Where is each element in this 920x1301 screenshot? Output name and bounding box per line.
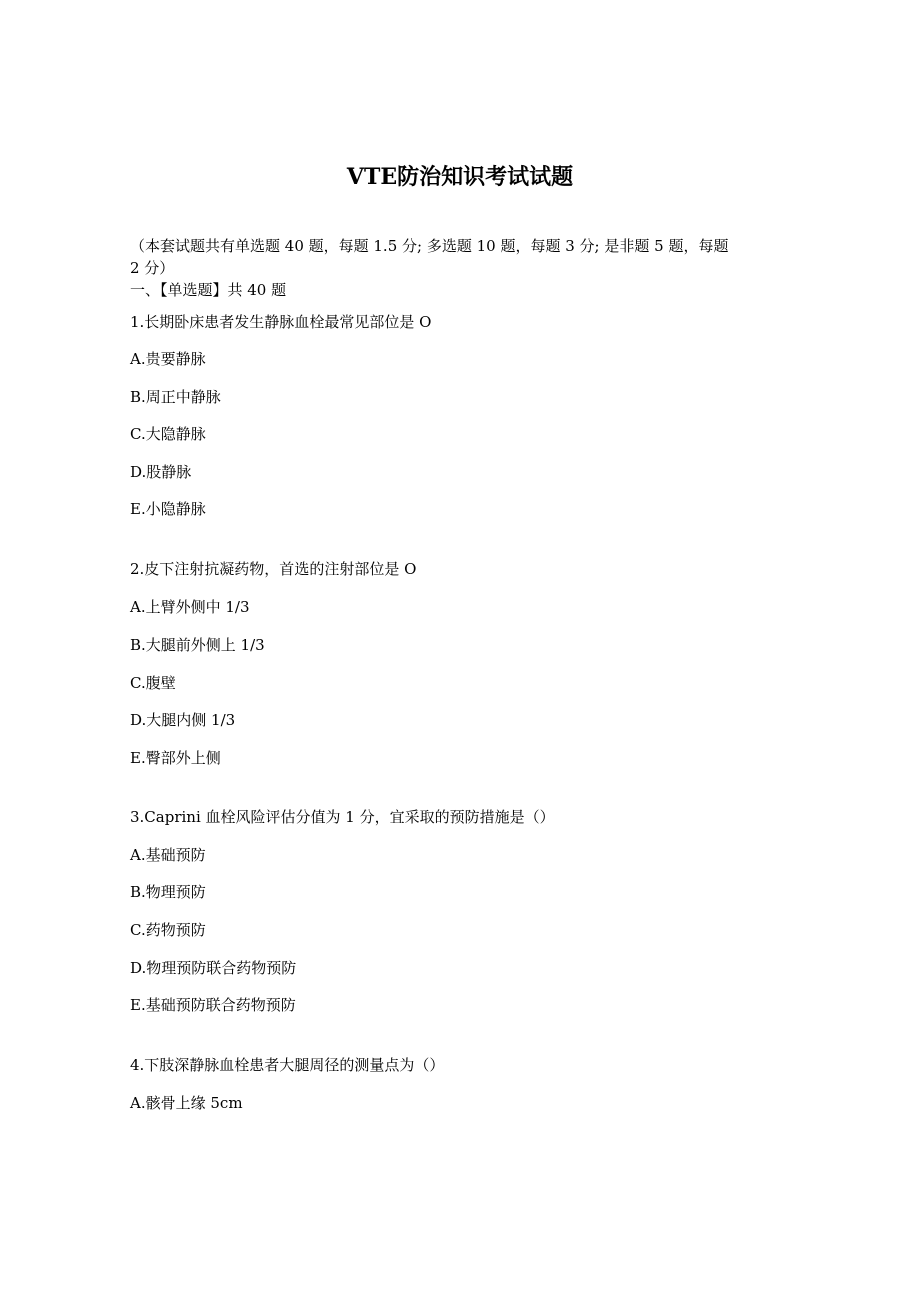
answer-option: C.腹壁: [130, 674, 176, 692]
answer-option: B.大腿前外侧上 1/3: [130, 636, 265, 654]
page-title: VTE防治知识考试试题: [346, 164, 574, 190]
answer-option: A.贵要静脉: [130, 350, 206, 368]
section-heading: 一、【单选题】共 40 题: [130, 281, 287, 299]
answer-option: C.药物预防: [130, 921, 206, 939]
answer-option: D.股静脉: [130, 463, 192, 481]
question-stem: 3.Caprini 血栓风险评估分值为 1 分，宜采取的预防措施是（）: [130, 808, 555, 826]
answer-option: B.周正中静脉: [130, 388, 221, 406]
answer-option: E.小隐静脉: [130, 500, 206, 518]
answer-option: E.臀部外上侧: [130, 749, 221, 767]
answer-option: B.物理预防: [130, 883, 206, 901]
instructions-line: 2 分）: [130, 259, 175, 277]
instructions-line: （本套试题共有单选题 40 题，每题 1.5 分; 多选题 10 题，每题 3 分; 是非题 5 题，每题: [130, 237, 729, 255]
answer-option: D.大腿内侧 1/3: [130, 711, 236, 729]
answer-option: E.基础预防联合药物预防: [130, 996, 296, 1014]
question-stem: 1.长期卧床患者发生静脉血栓最常见部位是 O: [130, 313, 432, 331]
question-stem: 4.下肢深静脉血栓患者大腿周径的测量点为（）: [130, 1056, 445, 1074]
answer-option: A.骸骨上缘 5cm: [130, 1094, 243, 1112]
answer-option: D.物理预防联合药物预防: [130, 959, 297, 977]
answer-option: A.上臂外侧中 1/3: [130, 598, 250, 616]
answer-option: A.基础预防: [130, 846, 206, 864]
exam-instructions: [130, 235, 790, 279]
answer-option: C.大隐静脉: [130, 425, 206, 443]
question-stem: 2.皮下注射抗凝药物，首选的注射部位是 O: [130, 560, 417, 578]
